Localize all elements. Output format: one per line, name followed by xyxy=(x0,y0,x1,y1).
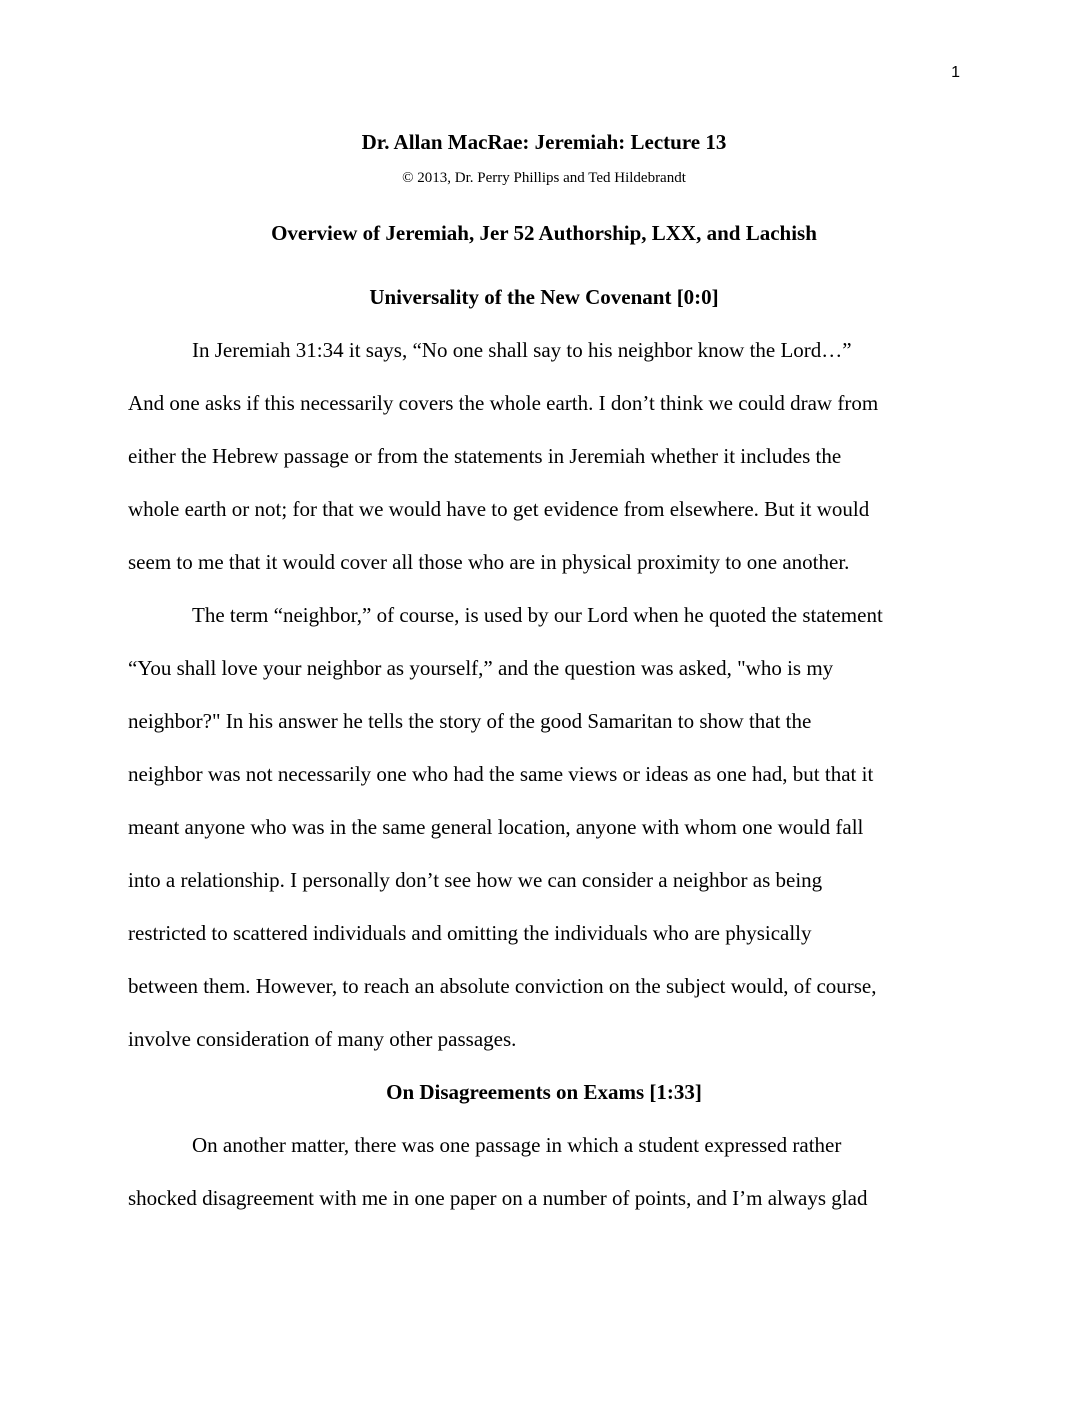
paragraph-line: either the Hebrew passage or from the statements in Jeremiah whether it includes the xyxy=(128,444,842,468)
paragraph xyxy=(128,589,960,1066)
document-title: Dr. Allan MacRae: Jeremiah: Lecture 13 xyxy=(361,130,727,154)
paragraph-line: between them. However, to reach an absolute conviction on the subject would, of course, xyxy=(128,974,877,998)
paragraph-line: In Jeremiah 31:34 it says, “No one shall say to his neighbor know the Lord…” xyxy=(192,338,852,362)
lecture-subtitle: Overview of Jeremiah, Jer 52 Authorship, LXX, and Lachish xyxy=(271,221,817,245)
paragraph-line: seem to me that it would cover all those who are in physical proximity to one another. xyxy=(128,550,850,574)
paragraph-line: “You shall love your neighbor as yourself,” and the question was asked, "who is my xyxy=(128,656,834,680)
paragraph-line: restricted to scattered individuals and omitting the individuals who are physically xyxy=(128,921,812,945)
paragraph-line: meant anyone who was in the same general location, anyone with whom one would fall xyxy=(128,815,864,839)
paragraph-line: involve consideration of many other passages. xyxy=(128,1027,517,1051)
paragraph-line: And one asks if this necessarily covers the whole earth. I don’t think we could draw from xyxy=(128,391,879,415)
copyright-notice: © 2013, Dr. Perry Phillips and Ted Hildebrandt xyxy=(402,170,686,186)
paragraph xyxy=(128,324,960,589)
paragraph-line: On another matter, there was one passage in which a student expressed rather xyxy=(192,1133,842,1157)
paragraph-line: shocked disagreement with me in one paper on a number of points, and I’m always glad xyxy=(128,1186,868,1210)
paragraph-line: neighbor?" In his answer he tells the story of the good Samaritan to show that the xyxy=(128,709,812,733)
paragraph-line: The term “neighbor,” of course, is used by our Lord when he quoted the statement xyxy=(192,603,883,627)
section-heading: Universality of the New Covenant [0:0] xyxy=(369,285,719,309)
paragraph-line: into a relationship. I personally don’t see how we can consider a neighbor as being xyxy=(128,868,823,892)
paragraph-line: neighbor was not necessarily one who had the same views or ideas as one had, but that it xyxy=(128,762,874,786)
page-number: 1 xyxy=(951,64,960,81)
document-body xyxy=(128,126,960,1225)
paragraph xyxy=(128,1119,960,1225)
section-heading: On Disagreements on Exams [1:33] xyxy=(386,1080,702,1104)
paragraph-line: whole earth or not; for that we would have to get evidence from elsewhere. But it would xyxy=(128,497,870,521)
